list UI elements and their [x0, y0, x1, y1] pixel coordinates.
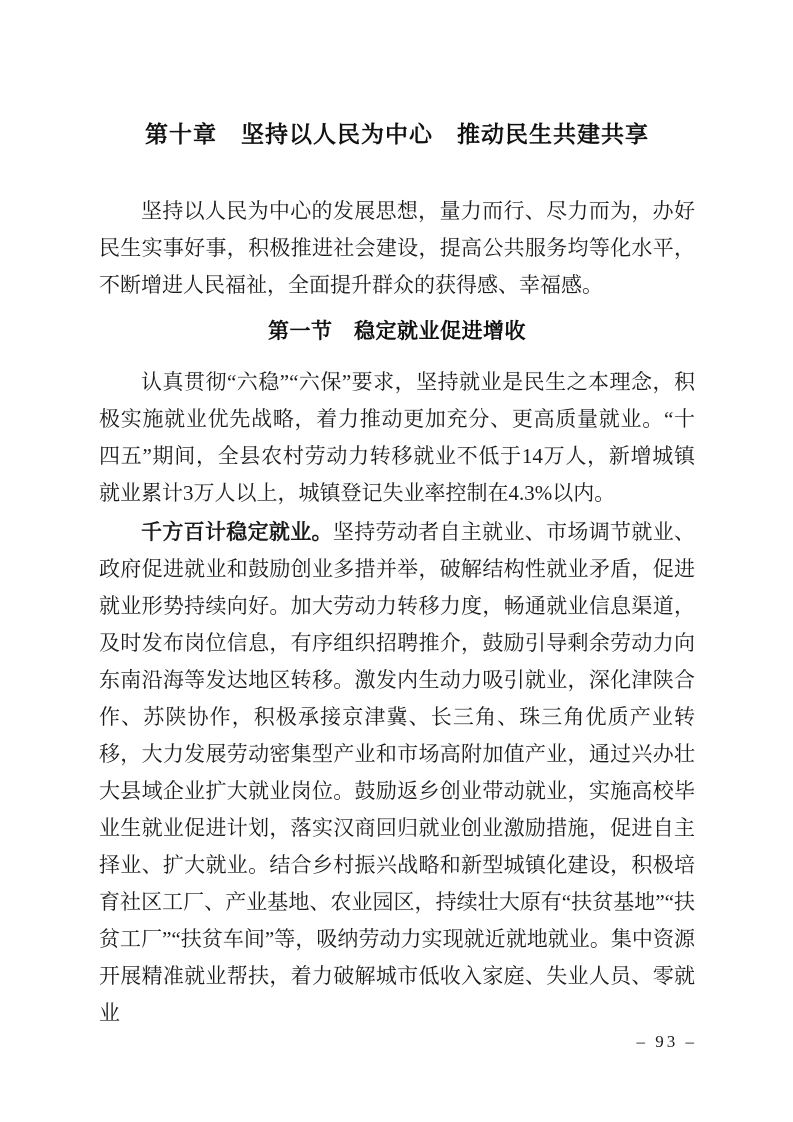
paragraph-lead-bold: 千方百计稳定就业。 — [141, 520, 333, 544]
section-heading: 第一节 稳定就业促进增收 — [268, 320, 526, 343]
paragraph-intro: 坚持以人民为中心的发展思想，量力而行、尽力而为，办好民生实事好事，积极推进社会建设，提高公共服务均等化水平，不断增进人民福祉，全面提升群众的获得感、幸福感。 — [99, 199, 695, 297]
paragraph-body-text: 坚持劳动者自主就业、市场调节就业、政府促进就业和鼓励创业多措并举，破解结构性就业矛盾，促进就业形势持续向好。加大劳动力转移力度，畅通就业信息渠道，及时发布岗位信息，有序组织招聘推介，鼓励引导剩余劳动力向东南沿海等发达地区转移。激发内生动力吸引就业，深化津陕合作、苏陕协作，积极承接京津冀、长三角、珠三角优质产业转移，大力发展劳动密集型产业和市场高附加值产业，通过兴办壮大县域企业扩大就业岗位。鼓励返乡创业带动就业，实施高校毕业生就业促进计划，落实汉商回归就业创业激励措施，促进自主择业、扩大就业。结合乡村振兴战略和新型城镇化建设，积极培育社区工厂、产业基地、农业园区，持续壮大原有“扶贫基地”“扶贫工厂”“扶贫车间”等，吸纳劳动力实现就近就地就业。集中资源开展精准就业帮扶，着力破解城市低收入家庭、失业人员、零就业 — [99, 520, 696, 1025]
paragraph-stable-jobs — [99, 514, 695, 1032]
paragraph-employment-targets: 认真贯彻“六稳”“六保”要求，坚持就业是民生之本理念，积极实施就业优先战略，着力推动更加充分、更高质量就业。“十四五”期间，全县农村劳动力转移就业不低于14万人，新增城镇就业累计3万人以上，城镇登记失业率控制在4.3%以内。 — [99, 370, 695, 505]
chapter-title: 第十章 坚持以人民为中心 推动民生共建共享 — [145, 122, 649, 147]
page-number: – 93 – — [636, 1032, 697, 1051]
page-content — [99, 0, 695, 1032]
